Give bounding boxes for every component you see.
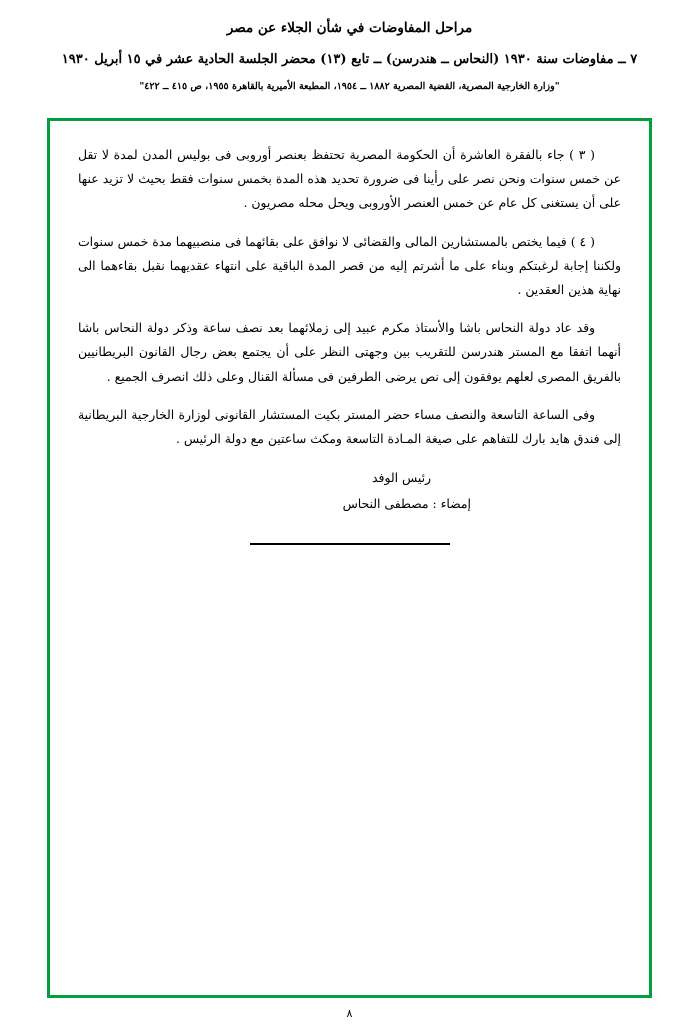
signature-name: إمضاء : مصطفى النحاس [342, 496, 471, 512]
signature-role: رئيس الوفد [372, 470, 431, 486]
content-frame [47, 118, 652, 998]
horizontal-rule-wrapper [78, 543, 621, 545]
paragraph-3: ( ٣ ) جاء بالفقرة العاشرة أن الحكومة المصرية تحتفظ بعنصر أوروبى فى بوليس المدن لمدة لا تقل عن خمس سنوات ونحن نصر على رأينا فى ضرورة تحديد هذه المدة بخمس سنوات فقط بحيث لا تزيد عنها على أن يستغنى كل عام عن خمس العنصر الأوروبى ويحل محله مصريون . [78, 147, 621, 211]
document-title: مراحل المفاوضات في شأن الجلاء عن مصر [226, 20, 473, 36]
signature-block [78, 465, 621, 517]
document-subtitle: ٧ ــ مفاوضات سنة ١٩٣٠ (النحاس ــ هندرسن) ــ تابع (١٣) محضر الجلسة الحادية عشر في ١٥ أبريل ١٩٣٠ [61, 52, 638, 68]
paragraph-5: وقد عاد دولة النحاس باشا والأستاذ مكرم عبيد إلى زملائهما بعد نصف ساعة وذكر دولة النحاس باشا أنهما اتفقا مع المستر هندرسن للتقريب بين وجهتى النظر على أن يجتمع بعض رجال القانون البريطانيين بالفريق المصرى لعلهم يوفقون إلى نص يرضى الطرفين فى مسألة القنال وعلى ذلك انصرف الجميع . [78, 320, 621, 384]
paragraph-6: وفى الساعة التاسعة والنصف مساء حضر المستر بكيت المستشار القانونى لوزارة الخارجية البريطانية إلى فندق هايد بارك للتفاهم على صيغة المـادة التاسعة ومكث ساعتين مع دولة الرئيس . [78, 406, 621, 446]
horizontal-rule [250, 543, 450, 545]
document-body [50, 121, 649, 545]
paragraph-4: ( ٤ ) فيما يختص بالمستشارين المالى والقضائى لا نوافق على بقائهما فى منصبيهما مدة خمس سنوات ولكننا إجابة لرغبتكم وبناء على ما أشرتم إليه من قصر المدة الباقية على انتهاء عقديهما نقبل بقاءهما الى نهاية هذين العقدين . [78, 233, 621, 297]
document-source-citation: "وزارة الخارجية المصرية، القضية المصرية ١٨٨٢ ــ ١٩٥٤، المطبعة الأميرية بالقاهرة ١٩٥٥، ص ٤١٥ ــ ٤٢٢" [139, 80, 560, 92]
page-number: ٨ [346, 1007, 353, 1020]
page-header [0, 0, 699, 94]
